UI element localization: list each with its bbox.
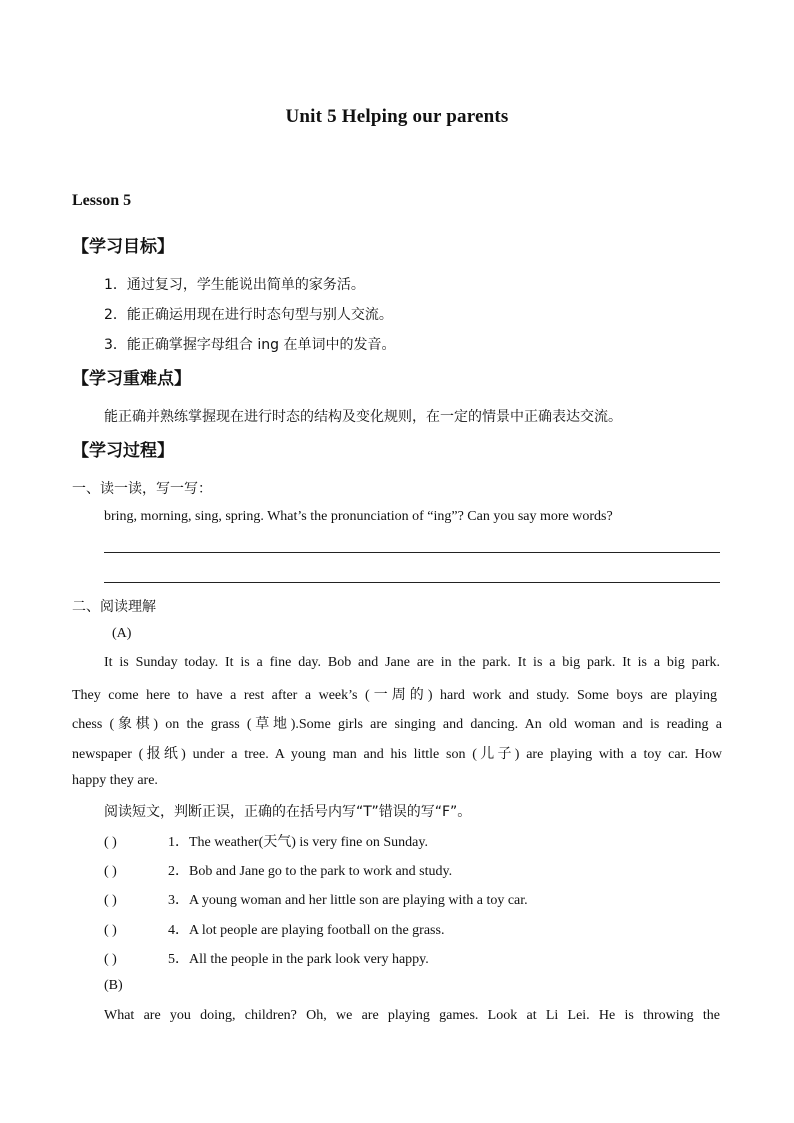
document-title: Unit 5 Helping our parents — [285, 106, 509, 127]
process-heading: 【学习过程】 — [72, 441, 174, 461]
passage-line: chess (象棋) on the grass (草地).Some girls are singing and dancing. An old woman and is reading a — [72, 717, 722, 732]
question-row — [104, 919, 444, 939]
objective-item: 2．能正确运用现在进行时态句型与别人交流。 — [104, 307, 393, 323]
question-text: 4．A lot people are playing football on the grass. — [168, 923, 445, 938]
key-points-heading: 【学习重难点】 — [72, 369, 191, 389]
passage-line: happy they are. — [72, 773, 158, 788]
part1-heading: 一、读一读，写一写： — [72, 481, 212, 497]
objectives-heading: 【学习目标】 — [72, 237, 174, 257]
part2-heading: 二、阅读理解 — [72, 599, 156, 615]
passage-line: newspaper (报纸) under a tree. A young man and his little son (儿子) are playing with a toy car. How — [72, 747, 722, 762]
question-row — [104, 948, 429, 968]
question-row — [104, 831, 428, 851]
lesson-label: Lesson 5 — [72, 192, 132, 209]
answer-paren[interactable]: ( ) — [104, 864, 117, 879]
true-false-instruction: 阅读短文，判断正误，正确的在括号内写“T”错误的写“F”。 — [104, 804, 472, 820]
passage-b-label: (B) — [104, 978, 123, 993]
passage-b-line: What are you doing, children? Oh, we are playing games. Look at Li Lei. He is throwing the — [104, 1008, 720, 1023]
key-points-text: 能正确并熟练掌握现在进行时态的结构及变化规则，在一定的情景中正确表达交流。 — [104, 409, 622, 425]
question-text: 1．The weather(天气) is very fine on Sunday. — [168, 835, 428, 850]
objective-item: 1．通过复习，学生能说出简单的家务活。 — [104, 277, 365, 293]
answer-paren[interactable]: ( ) — [104, 835, 117, 850]
answer-line[interactable] — [104, 582, 720, 583]
answer-paren[interactable]: ( ) — [104, 923, 117, 938]
question-text: 2．Bob and Jane go to the park to work and study. — [168, 864, 453, 879]
answer-paren[interactable]: ( ) — [104, 893, 117, 908]
passage-line: They come here to have a rest after a week’s (一周的) hard work and study. Some boys are playing — [72, 688, 717, 703]
part1-prompt: bring, morning, sing, spring. What’s the pronunciation of “ing”? Can you say more words? — [104, 509, 613, 524]
question-row — [104, 860, 452, 880]
objective-item: 3．能正确掌握字母组合 ing 在单词中的发音。 — [104, 337, 396, 353]
passage-line: It is Sunday today. It is a fine day. Bob and Jane are in the park. It is a big park. It is a big park. — [104, 655, 720, 670]
question-text: 5．All the people in the park look very happy. — [168, 952, 429, 967]
question-text: 3．A young woman and her little son are playing with a toy car. — [168, 893, 528, 908]
question-row — [104, 889, 528, 909]
answer-paren[interactable]: ( ) — [104, 952, 117, 967]
passage-a-label: (A) — [112, 626, 132, 641]
answer-line[interactable] — [104, 552, 720, 553]
